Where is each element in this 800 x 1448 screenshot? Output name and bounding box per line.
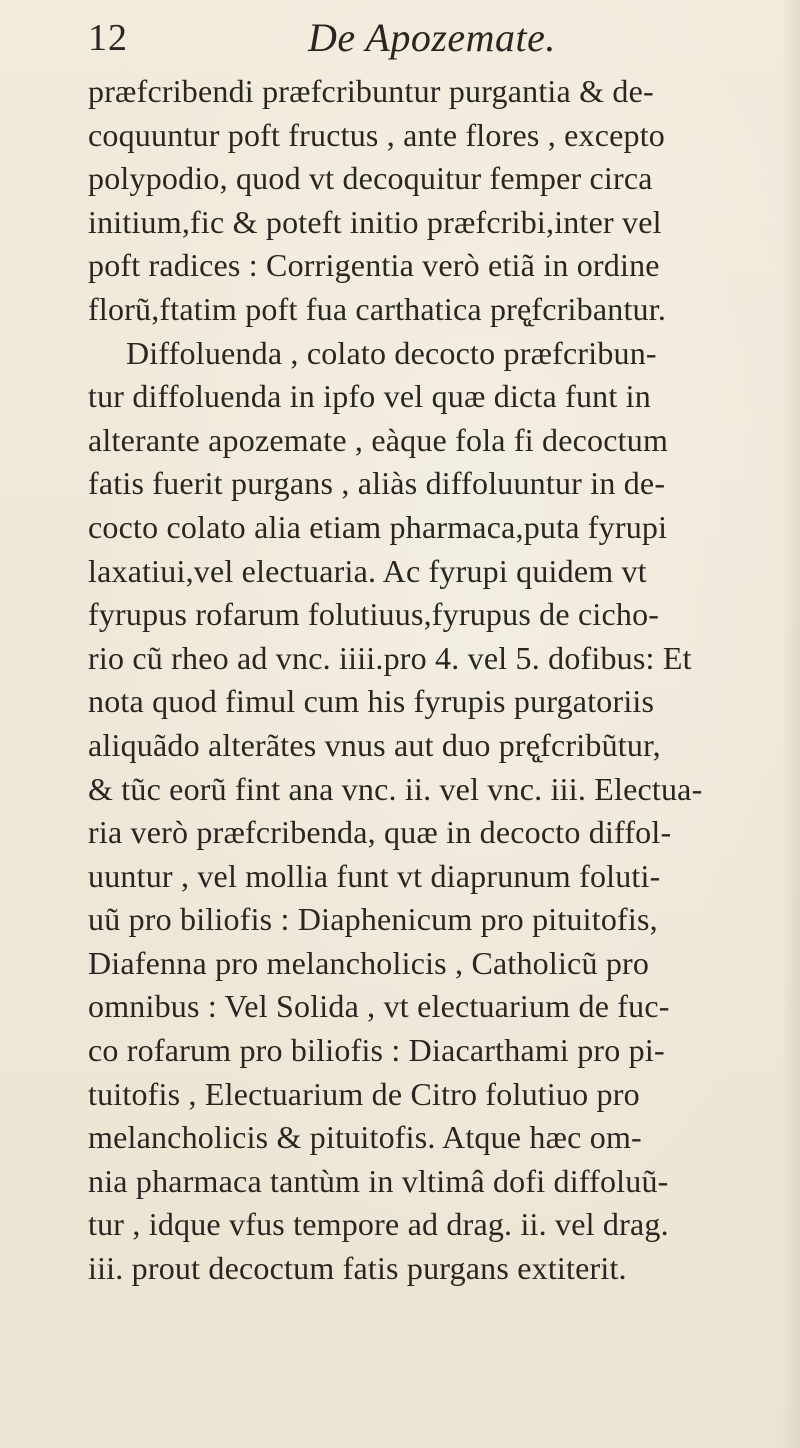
text-line: polypodio, quod vt decoquitur femper circa bbox=[88, 160, 653, 197]
page-edge-shadow bbox=[782, 0, 800, 1448]
text-line: coquuntur poft fructus , ante flores , excepto bbox=[88, 116, 666, 153]
text-line: nota quod fimul cum his fyrupis purgatoriis bbox=[88, 683, 655, 720]
text-line: tuitofis , Electuarium de Citro folutiuo pro bbox=[88, 1075, 640, 1112]
text-line: uuntur , vel mollia funt vt diaprunum foluti- bbox=[88, 857, 661, 894]
text-line: ria verò præfcribenda, quæ in decocto diffol- bbox=[88, 814, 672, 851]
text-line: Diffoluenda , colato decocto præfcribun- bbox=[126, 334, 657, 371]
text-line: rio cũ rheo ad vnc. iiii.pro 4. vel 5. dofibus: Et bbox=[88, 639, 692, 676]
text-line: nia pharmaca tantùm in vltimâ dofi diffoluũ- bbox=[88, 1162, 669, 1199]
text-line: laxatiui,vel electuaria. Ac fyrupi quidem vt bbox=[88, 552, 647, 589]
text-line: aliquãdo alterãtes vnus aut duo prę̨fcribũtur, bbox=[88, 726, 661, 763]
text-line: fatis fuerit purgans , aliàs diffoluuntur in de- bbox=[88, 465, 666, 502]
text-line: omnibus : Vel Solida , vt electuarium de fuc- bbox=[88, 988, 670, 1025]
text-line: cocto colato alia etiam pharmaca,puta fyrupi bbox=[88, 508, 668, 545]
text-line: poft radices : Corrigentia verò etiã in ordine bbox=[88, 247, 660, 284]
text-line: tur diffoluenda in ipfo vel quæ dicta funt in bbox=[88, 378, 651, 415]
text-line: uũ pro biliofis : Diaphenicum pro pituitofis, bbox=[88, 901, 658, 938]
text-line: Diafenna pro melancholicis , Catholicũ pro bbox=[88, 944, 650, 981]
text-line: præfcribendi præfcribuntur purgantia & de- bbox=[88, 73, 654, 109]
page-header bbox=[88, 14, 788, 66]
text-line: initium,fic & poteft initio præfcribi,inter vel bbox=[88, 203, 662, 240]
body-text bbox=[88, 70, 788, 1291]
text-line: tur , idque vfus tempore ad drag. ii. vel drag. bbox=[88, 1206, 669, 1243]
text-line: melancholicis & pituitofis. Atque hæc om- bbox=[88, 1119, 642, 1156]
text-line: co rofarum pro biliofis : Diacarthami pro pi- bbox=[88, 1032, 665, 1069]
text-line: florũ,ftatim poft fua carthatica prę̨fcribantur. bbox=[88, 290, 667, 327]
text-line: fyrupus rofarum folutiuus,fyrupus de cicho- bbox=[88, 596, 660, 633]
text-line: alterante apozemate , eàque fola fi decoctum bbox=[88, 421, 669, 458]
page-number: 12 bbox=[88, 17, 128, 59]
text-line: & tũc eorũ fint ana vnc. ii. vel vnc. iii. Electua- bbox=[88, 770, 703, 807]
running-title: De Apozemate. bbox=[308, 15, 556, 60]
text-line: iii. prout decoctum fatis purgans extiterit. bbox=[88, 1250, 627, 1287]
